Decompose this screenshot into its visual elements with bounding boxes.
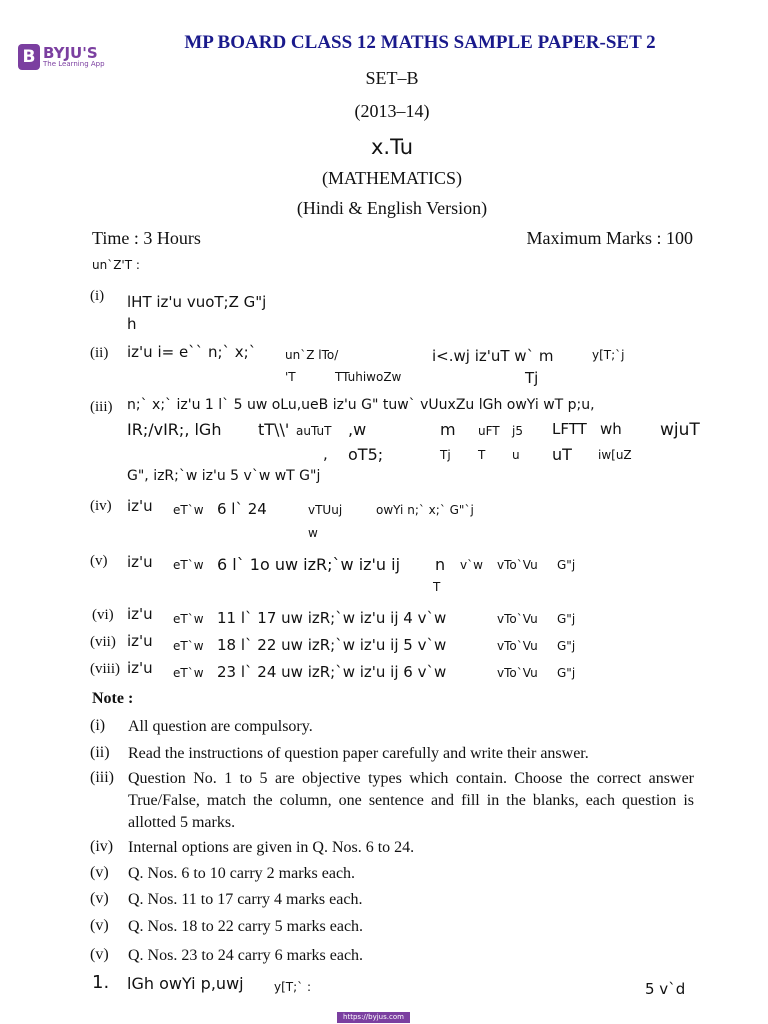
- english-item-text: Read the instructions of question paper carefully and write their answer.: [128, 745, 589, 762]
- hindi-fragment: wh: [600, 420, 622, 438]
- english-item-number: (v): [90, 946, 109, 963]
- hindi-item-text: iz'u i= e`` n;` x;`: [127, 343, 257, 361]
- english-item-number: (ii): [90, 744, 110, 761]
- hindi-fragment: G"j: [557, 612, 576, 626]
- hindi-fragment: tT\\': [258, 420, 290, 439]
- question-marks: 5 v`d: [645, 980, 686, 998]
- hindi-item-number: (i): [90, 288, 105, 304]
- hindi-fragment: uFT: [478, 424, 500, 438]
- hindi-item-text: iz'u: [127, 659, 153, 677]
- hindi-item-text: n;` x;` iz'u 1 l` 5 uw oLu,ueB iz'u G" tuw` vUuxZu lGh owYi wT p;u,: [127, 397, 595, 413]
- hindi-fragment: eT`w: [173, 666, 204, 680]
- english-item-text: Q. Nos. 11 to 17 carry 4 marks each.: [128, 891, 363, 908]
- hindi-fragment: 11 l` 17 uw izR;`w iz'u ij 4 v`w: [217, 609, 447, 627]
- hindi-instructions-heading: un`Z'T :: [92, 258, 140, 272]
- hindi-item-text: iz'u: [127, 497, 153, 515]
- question-number: 1.: [92, 972, 110, 993]
- hindi-fragment: vTo`Vu: [497, 666, 538, 680]
- hindi-fragment: eT`w: [173, 558, 204, 572]
- max-marks-label: Maximum Marks : 100: [526, 228, 693, 248]
- hindi-fragment: u: [512, 448, 520, 462]
- hindi-fragment: Tj: [525, 369, 539, 387]
- hindi-fragment: vTo`Vu: [497, 639, 538, 653]
- english-item-number: (iii): [90, 769, 114, 786]
- set-label: SET–B: [365, 68, 419, 88]
- hindi-item-number: (viii): [90, 661, 120, 677]
- byjus-logo-mark: B: [18, 44, 40, 70]
- hindi-fragment: G"j: [557, 666, 576, 680]
- hindi-item-number: (v): [90, 553, 108, 569]
- hindi-fragment: eT`w: [173, 639, 204, 653]
- question-text: lGh owYi p,uwj: [127, 974, 244, 993]
- hindi-item-number: (ii): [90, 345, 109, 361]
- hindi-fragment: ,w: [348, 420, 367, 439]
- hindi-item-text: iz'u: [127, 553, 153, 571]
- hindi-fragment: 6 l` 1o uw izR;`w iz'u ij: [217, 555, 401, 574]
- footer-url-link[interactable]: https://byjus.com: [337, 1012, 410, 1023]
- english-item-text: Question No. 1 to 5 are objective types which contain. Choose the correct answer True/False, match the column, one sentence and fill in the blanks, each question is allotted 5 marks.: [128, 770, 694, 831]
- hindi-fragment: m: [440, 420, 456, 439]
- hindi-fragment: T: [478, 448, 486, 462]
- english-item-number: (v): [90, 917, 109, 934]
- hindi-fragment: eT`w: [173, 503, 204, 517]
- hindi-item-number: (vii): [90, 634, 116, 650]
- hindi-fragment: oT5;: [348, 445, 384, 464]
- hindi-fragment: i<.wj iz'uT w` m: [432, 347, 554, 365]
- hindi-item-number: (iv): [90, 498, 112, 514]
- hindi-fragment: 6 l` 24: [217, 500, 267, 518]
- subject-hindi: x.Tu: [370, 135, 414, 159]
- hindi-fragment: G"j: [557, 639, 576, 653]
- hindi-item-number: (vi): [92, 607, 114, 623]
- hindi-fragment: LFTT: [552, 420, 587, 438]
- byjus-logo-text: [43, 46, 105, 68]
- time-marks-row: [92, 228, 693, 249]
- hindi-fragment: 'T: [285, 370, 296, 384]
- hindi-fragment: vTo`Vu: [497, 612, 538, 626]
- hindi-fragment: IR;/vIR;, lGh: [127, 420, 222, 439]
- hindi-fragment: w: [308, 526, 318, 540]
- hindi-fragment: G"j: [557, 558, 576, 572]
- byjus-logo-name: BYJU'S: [43, 44, 98, 62]
- english-item-number: (v): [90, 864, 109, 881]
- hindi-item-text: iz'u: [127, 632, 153, 650]
- subject-label: (MATHEMATICS): [321, 168, 462, 188]
- byjus-logo-tagline: The Learning App: [43, 60, 105, 68]
- hindi-fragment: T: [433, 580, 441, 594]
- hindi-fragment: vTUuj: [308, 503, 343, 517]
- hindi-fragment: y[T;`j: [592, 348, 625, 362]
- hindi-fragment: 23 l` 24 uw izR;`w iz'u ij 6 v`w: [217, 663, 447, 681]
- hindi-fragment: vTo`Vu: [497, 558, 538, 572]
- hindi-fragment: auTuT: [296, 424, 332, 438]
- version-label: (Hindi & English Version): [296, 198, 488, 218]
- hindi-item-number: (iii): [90, 399, 113, 415]
- hindi-fragment: uT: [552, 445, 572, 464]
- english-item-text: All question are compulsory.: [128, 718, 313, 735]
- english-item-text: Internal options are given in Q. Nos. 6 to 24.: [128, 839, 415, 856]
- hindi-fragment: TTuhiwoZw: [335, 370, 402, 384]
- hindi-fragment: n: [435, 555, 446, 574]
- hindi-fragment: j5: [512, 424, 523, 438]
- hindi-item-text: iz'u: [127, 605, 153, 623]
- hindi-fragment: Tj: [440, 448, 451, 462]
- hindi-fragment: ,: [323, 445, 328, 463]
- english-item-text: Q. Nos. 18 to 22 carry 5 marks each.: [128, 918, 364, 935]
- hindi-fragment: G", izR;`w iz'u 5 v`w wT G"j: [127, 468, 321, 484]
- hindi-fragment: 18 l` 22 uw izR;`w iz'u ij 5 v`w: [217, 636, 447, 654]
- question-instruction: y[T;` :: [274, 980, 312, 994]
- english-item-number: (i): [90, 717, 106, 734]
- english-item-number: (v): [90, 890, 109, 907]
- hindi-fragment: un`Z lTo/: [285, 348, 339, 362]
- paper-title: MP BOARD CLASS 12 MATHS SAMPLE PAPER-SET 2: [184, 32, 656, 53]
- hindi-fragment: iw[uZ: [598, 448, 632, 462]
- year-label: (2013–14): [354, 101, 430, 121]
- english-item-text: Q. Nos. 6 to 10 carry 2 marks each.: [128, 865, 356, 882]
- english-item-text: Q. Nos. 23 to 24 carry 6 marks each.: [128, 947, 364, 964]
- english-item-number: (iv): [90, 838, 114, 855]
- hindi-fragment: wjuT: [660, 420, 700, 440]
- hindi-fragment: h: [127, 315, 137, 333]
- note-heading: Note :: [92, 690, 134, 707]
- hindi-fragment: v`w: [460, 558, 483, 572]
- hindi-item-text: lHT iz'u vuoT;Z G"j: [127, 293, 267, 311]
- hindi-fragment: eT`w: [173, 612, 204, 626]
- time-label: Time : 3 Hours: [92, 228, 201, 248]
- hindi-fragment: owYi n;` x;` G"`j: [376, 503, 474, 517]
